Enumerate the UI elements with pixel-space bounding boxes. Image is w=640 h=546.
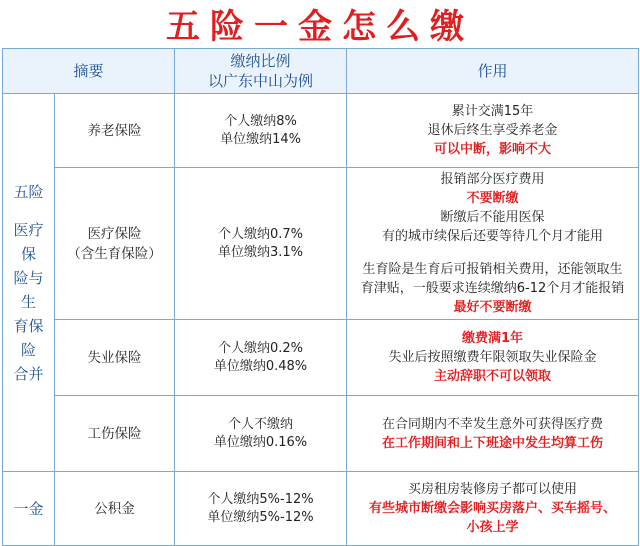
usage-highlight: 小孩上学 <box>466 520 519 535</box>
usage-highlight: 可以中断，影响不大 <box>434 142 552 157</box>
usage-line: 育津贴，一般要求连续缴纳6-12个月才能报销 <box>360 281 625 296</box>
usage-highlight: 缴费满1年 <box>461 331 524 346</box>
item-pension: 养老保险 <box>55 94 175 168</box>
header-ratio-line1: 缴纳比例 <box>230 52 291 70</box>
group-five-sub: 合并 <box>13 364 44 383</box>
usage-line: 累计交满15年 <box>451 104 534 119</box>
usage-line: 买房租房装修房子都可以使用 <box>408 482 578 497</box>
ratio-company: 单位缴纳5%-12% <box>207 509 314 525</box>
ratio-personal: 个人缴纳0.2% <box>218 340 304 356</box>
group-five-sub: 育保险 <box>13 316 44 359</box>
header-ratio-line2: 以广东中山为例 <box>208 72 314 90</box>
page-title: 五险一金怎么缴 <box>166 6 474 47</box>
table-row-medical <box>3 168 639 320</box>
ratio-pension <box>175 94 347 168</box>
usage-highlight: 在工作期间和上下班途中发生均算工伤 <box>382 435 604 451</box>
header-ratio <box>175 49 347 94</box>
usage-line: 断缴后不能用医保 <box>440 210 545 225</box>
header-row <box>3 49 639 94</box>
item-medical <box>55 168 175 320</box>
table-row-pension <box>3 94 639 168</box>
spacer <box>351 246 634 260</box>
usage-line: 退休后终生享受养老金 <box>427 123 558 138</box>
group-five-sub: 医疗保 <box>13 220 44 263</box>
ratio-personal: 个人缴纳0.7% <box>218 226 304 242</box>
usage-highlight: 不要断缴 <box>466 191 519 206</box>
usage-fund <box>347 472 639 546</box>
ratio-personal: 个人缴纳8% <box>224 113 297 129</box>
insurance-table <box>2 48 639 546</box>
usage-highlight: 最好不要断缴 <box>453 300 532 315</box>
header-usage: 作用 <box>347 49 639 94</box>
usage-medical <box>347 168 639 320</box>
item-unemployment: 失业保险 <box>55 320 175 396</box>
usage-injury <box>347 396 639 472</box>
table-row-unemployment <box>3 320 639 396</box>
group-five-main: 五险 <box>13 182 44 201</box>
item-medical-name: 医疗保险 <box>87 225 142 242</box>
ratio-personal: 个人不缴纳 <box>228 416 294 432</box>
ratio-fund <box>175 472 347 546</box>
usage-highlight: 有些城市断缴会影响买房落户、买车摇号、 <box>369 501 617 516</box>
header-summary: 摘要 <box>3 49 175 94</box>
item-injury: 工伤保险 <box>55 396 175 472</box>
group-five-sub: 险与生 <box>13 268 44 311</box>
ratio-personal: 个人缴纳5%-12% <box>207 491 314 507</box>
item-fund: 公积金 <box>55 472 175 546</box>
usage-line: 报销部分医疗费用 <box>440 172 545 187</box>
usage-line: 有的城市续保后还要等待几个月才能用 <box>382 229 604 244</box>
usage-line: 失业后按照缴费年限领取失业保险金 <box>388 350 597 365</box>
usage-highlight: 主动辞职不可以领取 <box>434 369 552 384</box>
usage-pension <box>347 94 639 168</box>
ratio-company: 单位缴纳0.16% <box>213 434 308 450</box>
usage-line: 在合同期内不幸发生意外可获得医疗费 <box>382 416 604 432</box>
ratio-injury <box>175 396 347 472</box>
usage-unemployment <box>347 320 639 396</box>
item-medical-note: （含生育保险） <box>67 245 162 262</box>
ratio-unemployment <box>175 320 347 396</box>
table-row-fund <box>3 472 639 546</box>
group-five-insurances <box>3 94 55 472</box>
ratio-company: 单位缴纳0.48% <box>213 358 308 374</box>
usage-line: 生育险是生育后可报销相关费用，还能领取生 <box>362 262 623 277</box>
ratio-company: 单位缴纳3.1% <box>218 244 304 260</box>
ratio-medical <box>175 168 347 320</box>
table-row-injury <box>3 396 639 472</box>
group-one-fund: 一金 <box>3 472 55 546</box>
ratio-company: 单位缴纳14% <box>220 131 301 147</box>
